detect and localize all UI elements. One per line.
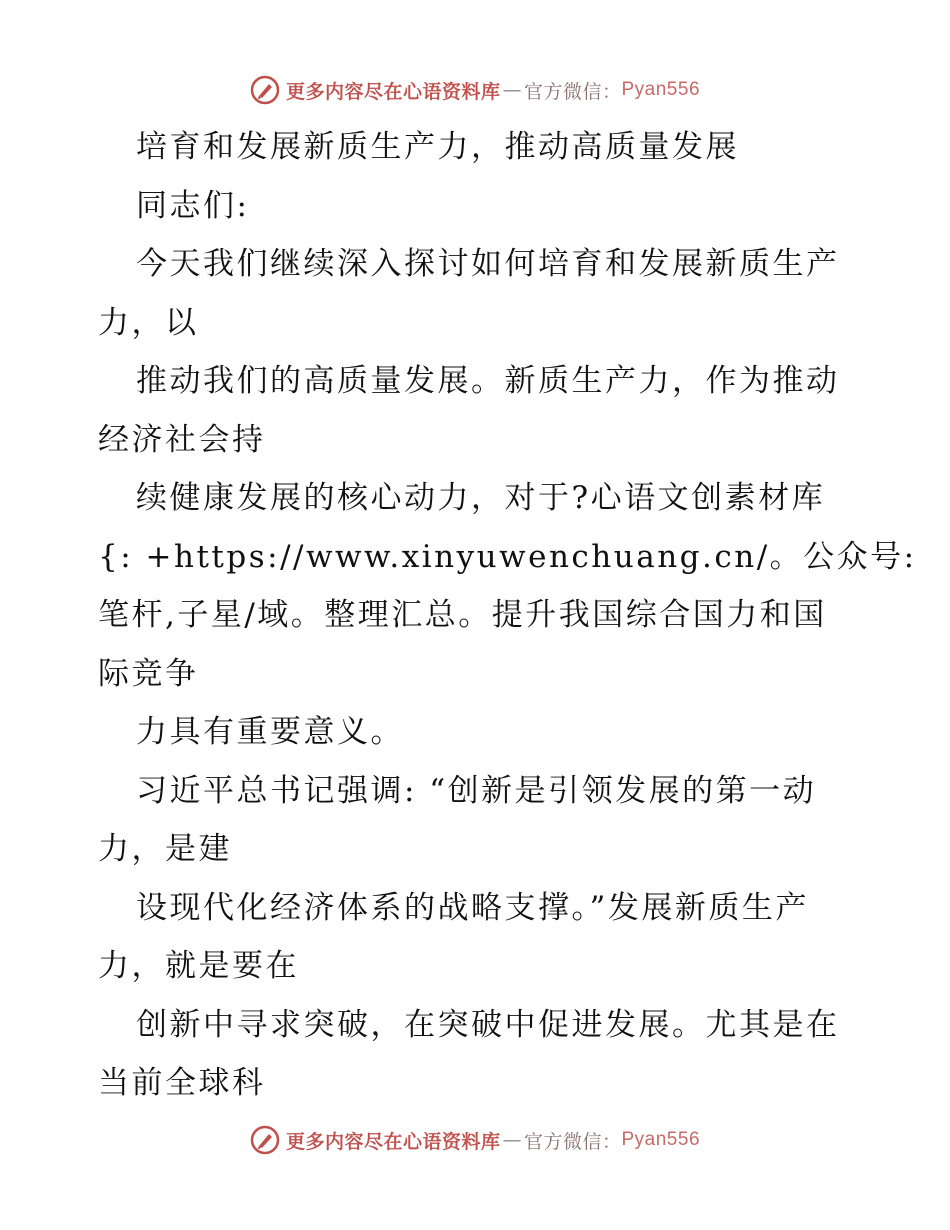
text-line: 力具有重要意义。 (136, 714, 404, 750)
text-line: 经济社会持 (98, 421, 266, 458)
banner-brand-main: 更多内容尽在心语资料库 (285, 80, 501, 103)
banner-dash: — (502, 79, 522, 101)
banner-brand-main: 更多内容尽在心语资料库 (285, 1130, 501, 1153)
banner-wechat-id: Pyan556 (621, 1129, 701, 1150)
text-line: 今天我们继续深入探讨如何培育和发展新质生产 (136, 246, 840, 282)
text-line: 笔杆,子星/域。整理汇总。提升我国综合国力和国 (98, 597, 827, 633)
text-line: 际竞争 (98, 655, 199, 692)
text-line: 当前全球科 (98, 1065, 266, 1101)
text-line: 力，是建 (98, 831, 232, 867)
banner-wechat-id: Pyan556 (621, 79, 701, 100)
pen-logo-icon (250, 75, 280, 105)
banner-wechat-label: 官方微信： (523, 80, 622, 103)
salutation: 同志们: (136, 187, 250, 224)
text-line: 续健康发展的核心动力，对于?心语文创素材库 (136, 480, 826, 516)
text-line: 力，就是要在 (98, 948, 299, 984)
text-line: 推动我们的高质量发展。新质生产力，作为推动 (136, 363, 840, 399)
document-title: 培育和发展新质生产力，推动高质量发展 (136, 129, 739, 165)
document-body (98, 118, 917, 1113)
text-line: 习近平总书记强调: “创新是引领发展的第一动 (136, 772, 817, 809)
footer-banner (0, 1120, 950, 1160)
text-line: 力，以 (98, 304, 199, 341)
text-line: 创新中寻求突破，在突破中促进发展。尤其是在 (136, 1006, 840, 1043)
text-line: 设现代化经济体系的战略支撑。”发展新质生产 (136, 889, 809, 926)
banner-wechat-label: 官方微信： (523, 1130, 622, 1153)
pen-logo-icon (250, 1125, 280, 1155)
text-line: {: +https://www.xinyuwenchuang.cn/。公众号: (98, 538, 917, 575)
banner-dash: — (502, 1129, 522, 1151)
header-banner (0, 70, 950, 110)
